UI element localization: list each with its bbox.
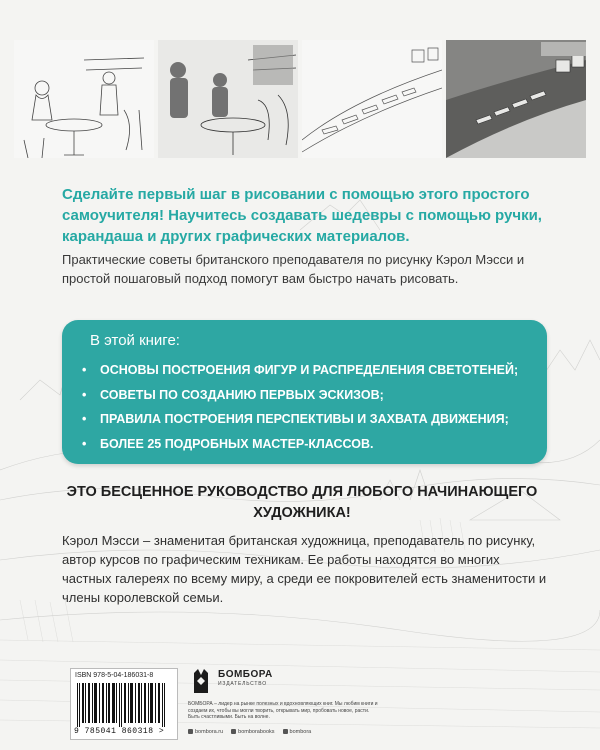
author-bio: Кэрол Мэсси – знаменитая британская художница, преподаватель по рисунку, автор курсов по графическим техникам. Ее работы находятся во многих частных галереях по всему миру, а среди ее покровителей есть знаменитости и члены королевской семьи. [62,533,547,605]
bombora-logo-icon [188,665,214,693]
list-item: • ПРАВИЛА ПОСТРОЕНИЯ ПЕРСПЕКТИВЫ И ЗАХВАТА ДВИЖЕНИЯ; [82,407,518,432]
bullet-icon: • [82,387,87,402]
publisher-links [188,729,311,735]
lead-text: Сделайте первый шаг в рисовании с помощью этого простого самоучителя! Научитесь создавать шедевры с помощью ручки, карандаша и других графических материалов. [62,186,542,245]
boats-shaded-sketch [446,40,586,158]
isbn-label: ISBN 978-5-04-186031-8 [75,672,154,679]
telegram-icon [283,729,288,734]
list-item: • СОВЕТЫ ПО СОЗДАНИЮ ПЕРВЫХ ЭСКИЗОВ; [82,383,518,408]
website-link[interactable]: bombora.ru [188,729,223,735]
cafe-shaded-sketch [158,40,298,158]
social-link[interactable]: bomborabooks [231,729,274,735]
contents-list [82,358,518,456]
vk-icon [231,729,236,734]
social-link[interactable]: bombora [283,729,312,735]
barcode-bars-icon [75,683,173,727]
sketch-thumbnails-strip [14,40,586,158]
intro-text: Практические советы британского преподавателя по рисунку Кэрол Мэсси и простой пошаговый подход помогут вам быстро начать рисовать. [62,252,525,286]
publisher-brand: БОМБОРА [218,669,273,680]
boats-line-sketch [302,40,442,158]
publisher-subtitle: ИЗДАТЕЛЬСТВО [218,681,267,687]
slogan: ЭТО БЕСЦЕННОЕ РУКОВОДСТВО ДЛЯ ЛЮБОГО НАЧИНАЮЩЕГО ХУДОЖНИКА! [66,484,538,521]
bullet-icon: • [82,436,87,451]
globe-icon [188,729,193,734]
publisher-description: БОМБОРА – лидер на рынке полезных и вдохновляющих книг. Мы любим книги и создаем их, чтобы вы могли творить, открывать мир, пробовать новое, расти. Быть счастливыми. Быть на волне. [188,701,378,720]
book-contents-box [62,320,547,464]
bullet-icon: • [82,412,87,426]
barcode-digits: 9 785041 860318 > [74,727,165,736]
barcode [70,668,178,740]
list-item: • БОЛЕЕ 25 ПОДРОБНЫХ МАСТЕР-КЛАССОВ. [82,432,518,457]
cafe-line-sketch [14,40,154,158]
contents-heading: В этой книге: [90,332,180,349]
bullet-icon: • [82,363,87,377]
list-item: • ОСНОВЫ ПОСТРОЕНИЯ ФИГУР И РАСПРЕДЕЛЕНИЯ СВЕТОТЕНЕЙ; [82,358,518,383]
